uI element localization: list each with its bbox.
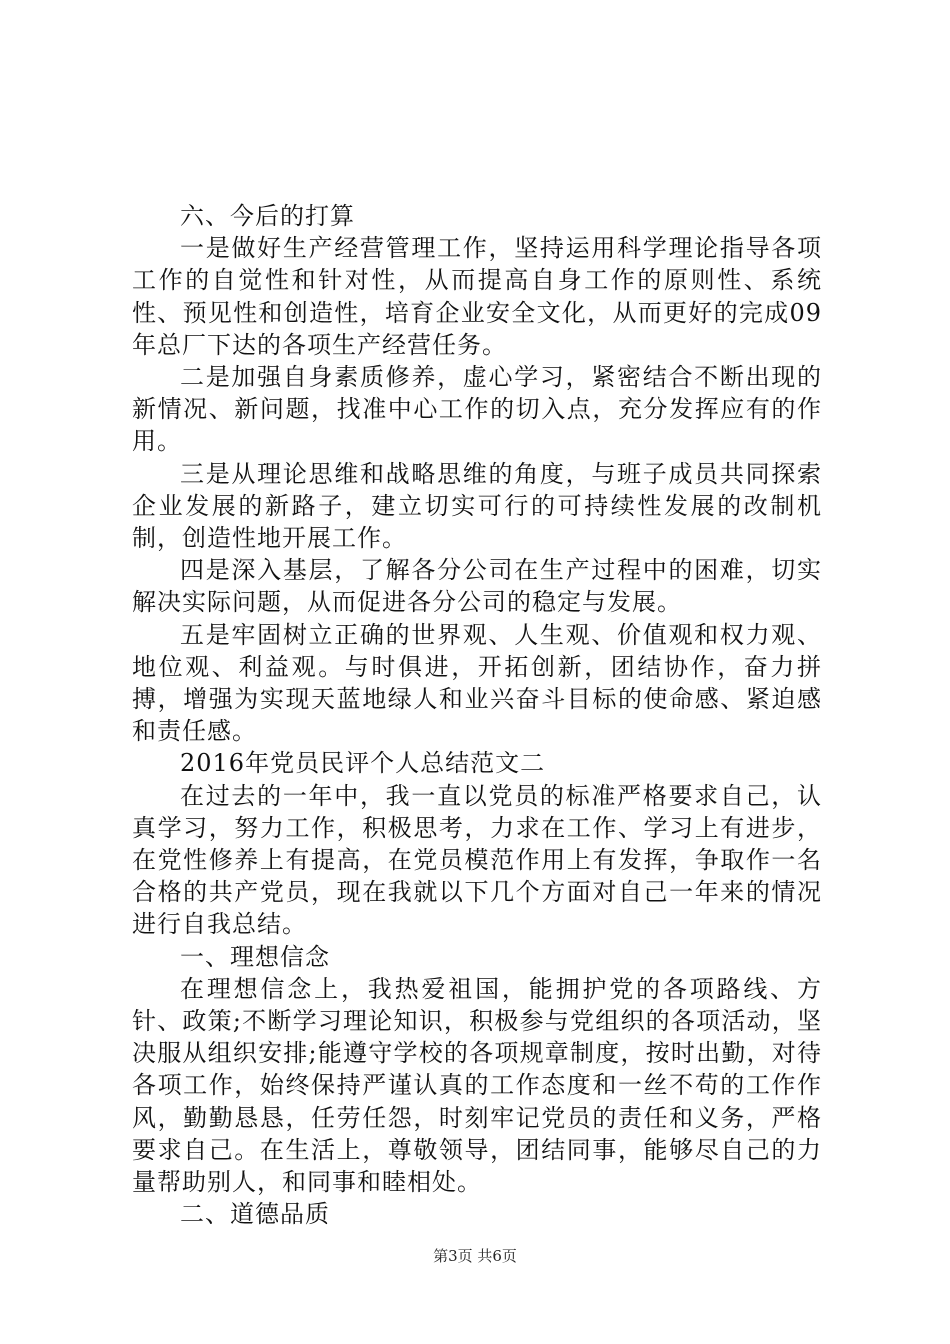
paragraph-intro: 在过去的一年中，我一直以党员的标准严格要求自己，认真学习，努力工作，积极思考，力求在工作、学习上有进步，在党性修养上有提高，在党员模范作用上有发挥，争取作一名合格的共产党员，现在我就以下几个方面对自己一年来的情况进行自我总结。: [132, 781, 822, 939]
paragraph-plan-four: 四是深入基层，了解各分公司在生产过程中的困难，切实解决实际问题，从而促进各分公司的稳定与发展。: [132, 556, 822, 617]
paragraph-ideals: 在理想信念上，我热爱祖国，能拥护党的各项路线、方针、政策;不断学习理论知识，积极参与党组织的各项活动，坚决服从组织安排;能遵守学校的各项规章制度，按时出勤，对待各项工作，始终保持严谨认真的工作态度和一丝不苟的工作作风，勤勤恳恳，任劳任怨，时刻牢记党员的责任和义务，严格要求自己。在生活上，尊敬领导，团结同事，能够尽自己的力量帮助别人，和同事和睦相处。: [132, 974, 822, 1197]
section-heading-future-plans: 六、今后的打算: [180, 202, 355, 230]
paragraph-plan-two: 二是加强自身素质修养，虚心学习，紧密结合不断出现的新情况、新问题，找准中心工作的切入点，充分发挥应有的作用。: [132, 363, 822, 456]
page-number-footer: 第3页 共6页: [433, 1247, 517, 1265]
paragraph-plan-five: 五是牢固树立正确的世界观、人生观、价值观和权力观、地位观、利益观。与时俱进，开拓创新，团结协作，奋力拼搏，增强为实现天蓝地绿人和业兴奋斗目标的使命感、紧迫感和责任感。: [132, 620, 822, 746]
section-heading-ideals: 一、理想信念: [180, 942, 330, 971]
document-body: [132, 200, 822, 1231]
sample-title-two: 2016年党员民评个人总结范文二: [180, 749, 546, 778]
paragraph-plan-one: 一是做好生产经营管理工作，坚持运用科学理论指导各项工作的自觉性和针对性，从而提高自身工作的原则性、系统性、预见性和创造性，培育企业安全文化，从而更好的完成09年总厂下达的各项生产经营任务。: [132, 234, 822, 359]
paragraph-plan-three: 三是从理论思维和战略思维的角度，与班子成员共同探索企业发展的新路子，建立切实可行的可持续性发展的改制机制，创造性地开展工作。: [132, 459, 822, 553]
section-heading-morality: 二、道德品质: [180, 1200, 330, 1229]
